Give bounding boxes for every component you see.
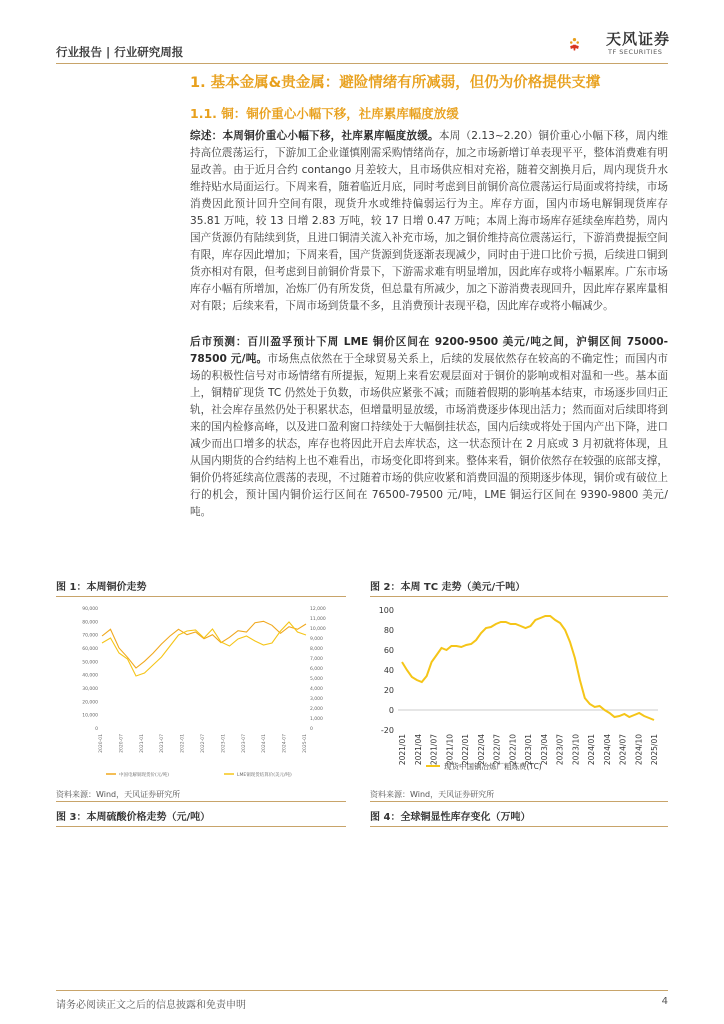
x-tick-label: 2022/01 — [461, 734, 470, 766]
left-tick-label: 60,000 — [82, 647, 98, 652]
y-tick-label: 40 — [383, 666, 394, 675]
x-tick-label: 2024/10 — [634, 734, 644, 766]
left-tick-label: 90,000 — [82, 607, 98, 612]
x-tick-label: 2021/01 — [398, 734, 407, 766]
right-tick-label: 11,000 — [310, 617, 326, 622]
y-tick-label: -20 — [380, 726, 394, 735]
x-tick-label: 2021-01 — [139, 734, 145, 753]
series-line-0 — [102, 621, 306, 668]
right-tick-label: 1,000 — [310, 717, 323, 722]
tf-logo-icon — [568, 24, 604, 64]
x-tick-label: 2021/10 — [445, 734, 455, 766]
figure-source-2: 资料来源：Wind，天风证券研究所 — [370, 790, 495, 799]
x-tick-label: 2022/04 — [476, 734, 486, 766]
forecast-paragraph — [190, 334, 668, 521]
right-tick-label: 6,000 — [310, 667, 323, 672]
section-title: 1. 基本金属&贵金属：避险情绪有所减弱，但仍为价格提供支撑 — [190, 75, 601, 91]
y-tick-label: 0 — [388, 706, 394, 715]
y-tick-label: 20 — [383, 686, 394, 695]
right-tick-label: 2,000 — [310, 707, 323, 712]
left-tick-label: 0 — [95, 727, 98, 732]
x-tick-label: 2024/04 — [602, 734, 612, 766]
tc-chart — [370, 598, 668, 784]
x-tick-label: 2022/10 — [508, 734, 518, 766]
legend-label-0: 中国电解铜现货价(元/吨) — [119, 773, 170, 778]
figure-3-title: 图 3：本周硫酸价格走势（元/吨） — [56, 808, 346, 827]
x-tick-label: 2021/04 — [413, 734, 423, 766]
x-tick-label: 2023-07 — [241, 734, 247, 753]
x-tick-label: 2023/04 — [539, 734, 549, 766]
legend-label-1: LME铜现货结算价(美元/吨) — [237, 773, 292, 778]
figure-2-title: 图 2：本周 TC 走势（美元/千吨） — [370, 578, 668, 597]
figure-4-title: 图 4：全球铜显性库存变化（万吨） — [370, 808, 668, 827]
copper-price-chart — [56, 598, 346, 784]
x-tick-label: 2025-01 — [303, 734, 308, 753]
left-tick-label: 40,000 — [82, 673, 98, 679]
x-tick-label: 2022/07 — [492, 734, 502, 766]
right-tick-label: 7,000 — [310, 657, 323, 662]
footer-rule — [56, 990, 668, 991]
x-tick-label: 2024-01 — [262, 734, 268, 753]
logo-name-cn: 天风证券 — [606, 30, 671, 48]
x-tick-label: 2022-07 — [201, 734, 206, 753]
right-tick-label: 12,000 — [310, 607, 326, 612]
logo-name-en: TF SECURITIES — [608, 48, 663, 56]
right-tick-label: 3,000 — [310, 697, 323, 702]
left-tick-label: 70,000 — [82, 633, 98, 639]
series-line-1 — [102, 622, 306, 676]
right-tick-label: 9,000 — [310, 637, 323, 642]
x-tick-label: 2020-01 — [99, 734, 104, 753]
y-tick-label: 60 — [383, 646, 394, 655]
x-tick-label: 2023/07 — [555, 734, 565, 766]
x-tick-label: 2024/07 — [618, 734, 628, 766]
left-tick-label: 80,000 — [82, 620, 98, 626]
x-tick-label: 2021/07 — [429, 734, 439, 766]
footer-disclaimer: 请务必阅读正文之后的信息披露和免责申明 — [56, 1000, 246, 1011]
x-tick-label: 2023/10 — [571, 734, 581, 766]
right-tick-label: 0 — [310, 727, 313, 732]
source-rule-2 — [370, 801, 668, 802]
right-tick-label: 5,000 — [310, 677, 323, 682]
right-tick-label: 4,000 — [310, 687, 323, 692]
tc-series-line — [402, 616, 654, 720]
x-tick-label: 2023-01 — [221, 734, 227, 753]
x-tick-label: 2021-07 — [160, 734, 166, 753]
figure-1-title: 图 1：本周铜价走势 — [56, 578, 346, 597]
source-rule-1 — [56, 801, 346, 802]
figure-source-1: 资料来源：Wind，天风证券研究所 — [56, 790, 181, 799]
summary-paragraph — [190, 128, 668, 315]
y-tick-label: 80 — [383, 626, 394, 635]
left-tick-label: 30,000 — [82, 687, 98, 692]
x-tick-label: 2023/01 — [524, 734, 533, 766]
left-tick-label: 50,000 — [82, 660, 98, 666]
summary-lead: 综述：本周铜价重心小幅下移，社库累库幅度放缓。 — [190, 130, 439, 142]
x-tick-label: 2022-01 — [180, 734, 186, 753]
right-tick-label: 10,000 — [310, 627, 326, 632]
report-category: 行业报告 | 行业研究周报 — [56, 45, 184, 59]
x-tick-label: 2024/01 — [587, 734, 596, 766]
forecast-body: 市场焦点依然在于全球贸易关系上，后续的发展依然存在较高的不确定性；而国内市场的积极性信号对市场情绪有所提振，短期上来看宏观层面对于铜价的影响或相对温和一些。基本面上，铜精矿现货 TC 仍然处于负数，市场供应紧张不减；而随着假期的影响基本结束，市场逐步回归正轨，社会库存虽然仍处于积累状态，但增量明显放缓，市场消费逐步体现出活力；然而面对后续即将到来的国内检修高峰，以及进口盈利窗口持续处于大幅倒挂状态，国内后续或将处于国内产出下降，进口减少而出口增多的状态，库存也将因此开启去库状态，这一状态预计在 2 月底或 3 月初就将体现，且从国内期货的合约结构上也不难看出，市场变化即将到来。整体来看，铜价依然存在较强的底部支撑，铜价仍将延续高位震荡的表现，不过随着市场的供应收紧和消费回温的预期逐步体现，铜价或有破位上行的机会，预计国内铜价运行区间在 76500-79500 元/吨，LME 铜运行区间在 9390-9800 美元/吨。 — [190, 353, 669, 518]
left-tick-label: 10,000 — [82, 713, 98, 719]
x-tick-label: 2025/01 — [650, 734, 659, 766]
x-tick-label: 2020-07 — [119, 734, 125, 753]
section-subtitle: 1.1. 铜：铜价重心小幅下移，社库累库幅度放缓 — [190, 106, 459, 121]
forecast-lead: 后市预测：百川盈孚预计下周 LME 铜价区间在 9200-9500 美元/吨之间，沪铜区间 75000-78500 元/吨。 — [190, 336, 668, 365]
page-number: 4 — [661, 996, 668, 1007]
legend-label: 现货中国铜冶炼厂粗炼费(TC) — [444, 762, 542, 771]
left-tick-label: 20,000 — [82, 700, 98, 706]
y-tick-label: 100 — [378, 606, 394, 615]
right-tick-label: 8,000 — [310, 647, 323, 652]
summary-body: 本周（2.13~2.20）铜价重心小幅下移，周内维持高位震荡运行，下游加工企业谨慎刚需采购情绪尚存，加之市场新增订单表现平平，整体消费难有明显改善。由于近月合约 contango 月差较大，且市场供应相对充裕，随着交割换月后，周内现货升水维持贴水局面运行。下周来看，随着临近月底，同时考虑到目前铜价高位震荡运行局面或将持续，市场消费因此预计回升空间有限，现货升水或维持偏弱运行为主。库存方面，国内市场电解铜现货库存 35.81 万吨，较 13 日增 2.83 万吨，较 17 日增 0.47 万吨；本周上海市场库存延续垒库趋势，周内国产货源仍有陆续到货，且进口铜清关流入补充市场，加之铜价维持高位震荡运行，下游消费提振空间有限，库存因此增加；下周来看，国产货源到货逐渐表现减少，同时由于进口比价亏损，后续进口铜到货亦相对有限，但考虑到目前铜价背景下，下游需求难有明显增加，因此库存或将小幅累库。广东市场库存小幅有所增加，冶炼厂仍有所发货，但总量有所减少，加之下游消费表现回升，因此库存累库量相对有限；后续来看，下周市场到货量不多，且消费预计表现平稳，因此库存或将小幅减少。 — [190, 130, 668, 312]
x-tick-label: 2024-07 — [282, 734, 288, 753]
